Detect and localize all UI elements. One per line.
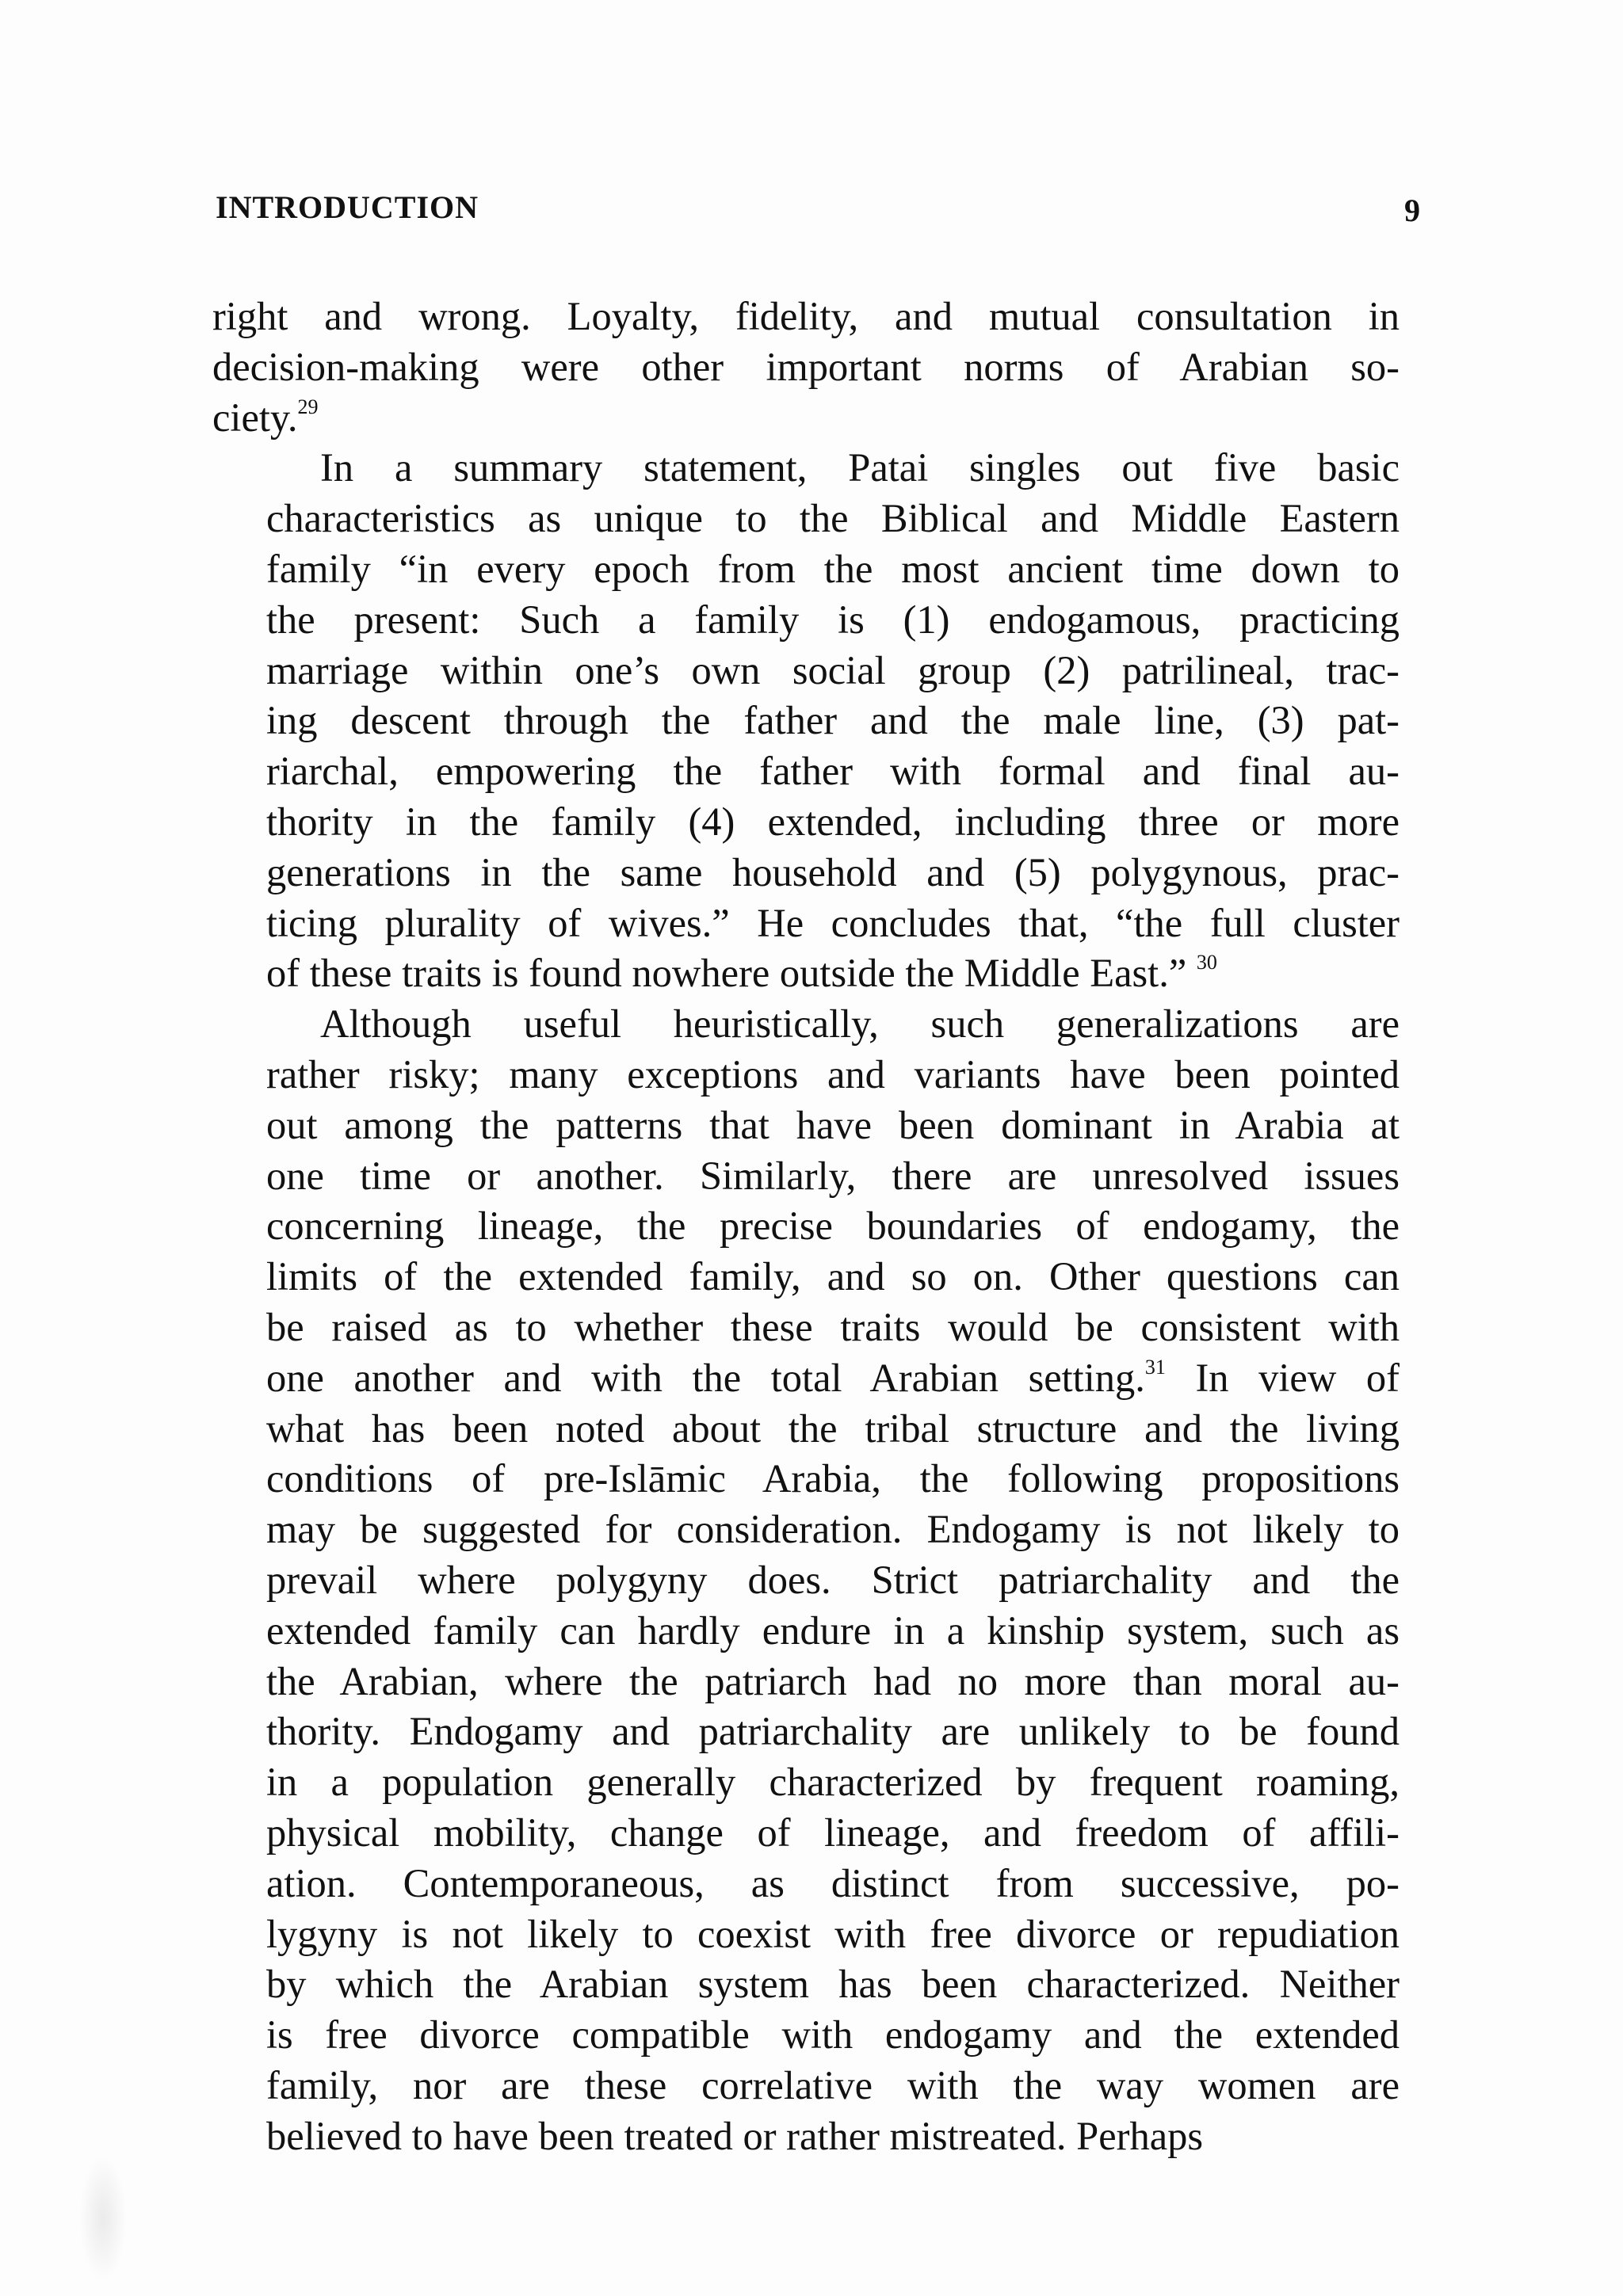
- line-text: concerning lineage, the precise boundaries of endogamy, the: [266, 1203, 1400, 1249]
- text-line: [212, 1252, 1400, 1302]
- line-text: generations in the same household and (5) polygynous, prac-: [266, 849, 1400, 894]
- text-line: [212, 1151, 1400, 1202]
- line-text: limits of the extended family, and so on. Other questions can: [266, 1254, 1400, 1299]
- line-text: In a summary statement, Patai singles out five basic: [320, 445, 1400, 490]
- footnote-marker: 30: [1196, 951, 1217, 974]
- text-line: [212, 1454, 1400, 1505]
- line-text: the Arabian, where the patriarch had no more than moral au-: [266, 1658, 1400, 1703]
- text-line: [212, 1555, 1400, 1606]
- text-line: [212, 393, 1400, 444]
- line-text: ticing plurality of wives.” He concludes that, “the full cluster: [266, 900, 1400, 945]
- line-text: ciety.: [212, 395, 298, 440]
- line-text: right and wrong. Loyalty, fidelity, and mutual consultation in: [212, 294, 1400, 338]
- text-line: [212, 1353, 1400, 1404]
- line-text: ation. Contemporaneous, as distinct from successive, po-: [266, 1860, 1400, 1905]
- line-text: family, nor are these correlative with the way women are: [266, 2062, 1400, 2107]
- text-line: [212, 1302, 1400, 1353]
- text-line: [212, 1606, 1400, 1657]
- line-text: conditions of pre-Islāmic Arabia, the following propositions: [266, 1456, 1400, 1501]
- text-line: [212, 342, 1400, 393]
- paragraph: [212, 999, 1400, 2161]
- footnote-marker: 31: [1144, 1355, 1166, 1379]
- text-line: [212, 1909, 1400, 1960]
- line-text: one time or another. Similarly, there are unresolved issues: [266, 1153, 1400, 1198]
- text-line: [212, 948, 1400, 999]
- line-text: out among the patterns that have been dominant in Arabia at: [266, 1102, 1400, 1147]
- line-text: one another and with the total Arabian setting.: [266, 1355, 1145, 1400]
- paragraph: [212, 443, 1400, 999]
- page-number: 9: [1404, 193, 1420, 228]
- text-line: [212, 1050, 1400, 1100]
- line-text: be raised as to whether these traits would be consistent with: [266, 1304, 1400, 1349]
- line-text: lygyny is not likely to coexist with free divorce or repudiation: [266, 1911, 1400, 1956]
- line-text: riarchal, empowering the father with formal and final au-: [266, 749, 1400, 794]
- footnote-marker: 29: [297, 395, 319, 418]
- line-text: physical mobility, change of lineage, and freedom of affili-: [266, 1810, 1400, 1855]
- line-text: thority. Endogamy and patriarchality are unlikely to be found: [266, 1709, 1400, 1754]
- text-line: [212, 999, 1400, 1050]
- scan-smudge: [79, 2155, 127, 2282]
- line-text: believed to have been treated or rather mistreated. Perhaps: [266, 2113, 1204, 2158]
- text-line: [212, 1505, 1400, 1555]
- line-text: rather risky; many exceptions and variants have been pointed: [266, 1051, 1400, 1097]
- line-text: Although useful heuristically, such generalizations are: [320, 1001, 1400, 1047]
- body-text: [212, 292, 1400, 2161]
- text-line: [212, 1404, 1400, 1455]
- text-line: [212, 848, 1400, 898]
- line-text: of these traits is found nowhere outside the Middle East.”: [266, 951, 1197, 996]
- text-line: [212, 1100, 1400, 1151]
- text-line: [212, 1808, 1400, 1859]
- text-line: [212, 2111, 1400, 2162]
- text-line: [212, 1959, 1400, 2010]
- text-line: [212, 696, 1400, 746]
- text-line: [212, 1657, 1400, 1707]
- running-head: [216, 189, 1420, 236]
- line-text: by which the Arabian system has been characterized. Neither: [266, 1962, 1400, 2007]
- text-line: [212, 1201, 1400, 1252]
- text-line: [212, 2010, 1400, 2061]
- text-line: [212, 2061, 1400, 2111]
- text-line: [212, 1859, 1400, 1909]
- line-text: ing descent through the father and the male line, (3) pat-: [266, 698, 1400, 743]
- line-text: in a population generally characterized by frequent roaming,: [266, 1760, 1400, 1805]
- running-title: INTRODUCTION: [216, 189, 479, 225]
- text-line: [212, 292, 1400, 342]
- text-line: [212, 443, 1400, 494]
- text-line: [212, 746, 1400, 797]
- line-text: characteristics as unique to the Biblical and Middle Eastern: [266, 496, 1400, 541]
- line-text: is free divorce compatible with endogamy and the extended: [266, 2012, 1400, 2058]
- line-text: may be suggested for consideration. Endogamy is not likely to: [266, 1507, 1400, 1552]
- text-line: [212, 1757, 1400, 1808]
- line-text: family “in every epoch from the most ancient time down to: [266, 546, 1400, 591]
- line-text: what has been noted about the tribal structure and the living: [266, 1405, 1400, 1451]
- text-line: [212, 1707, 1400, 1757]
- line-text: thority in the family (4) extended, including three or more: [266, 799, 1400, 844]
- line-text: decision-making were other important norms of Arabian so-: [212, 344, 1400, 389]
- line-text: prevail where polygyny does. Strict patriarchality and the: [266, 1557, 1400, 1602]
- text-line: [212, 797, 1400, 848]
- text-line: [212, 646, 1400, 696]
- text-line: [212, 595, 1400, 646]
- paragraph: [212, 292, 1400, 443]
- line-text: marriage within one’s own social group (2) patrilineal, trac-: [266, 647, 1400, 692]
- line-text: the present: Such a family is (1) endogamous, practicing: [266, 597, 1400, 642]
- text-line: [212, 494, 1400, 544]
- text-line: [212, 544, 1400, 595]
- line-text: extended family can hardly endure in a kinship system, such as: [266, 1608, 1400, 1653]
- text-line: [212, 898, 1400, 949]
- line-text-after: In view of: [1165, 1355, 1400, 1400]
